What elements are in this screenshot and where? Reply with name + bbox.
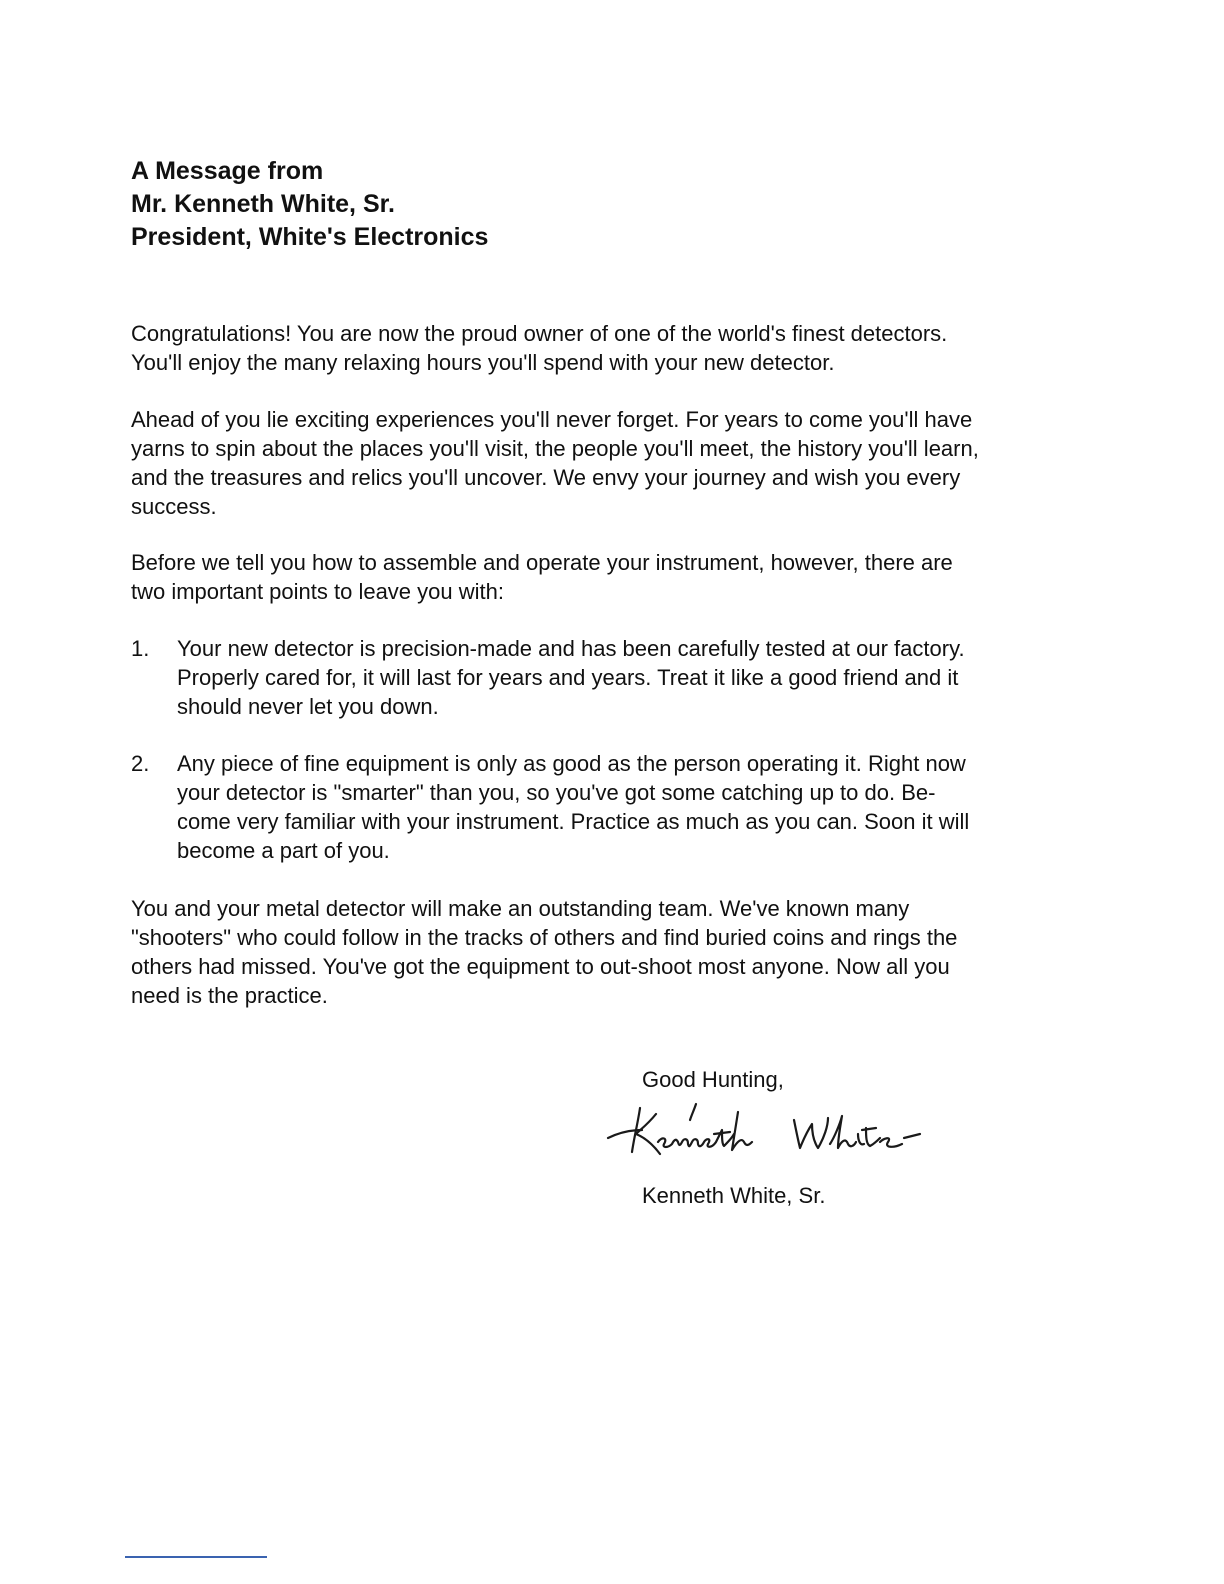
paragraph-line: "shooters" who could follow in the tracks of others and find buried coins and rings the xyxy=(131,925,958,950)
closing-salutation: Good Hunting, xyxy=(642,1067,784,1092)
paragraph-line: and the treasures and relics you'll uncover. We envy your journey and wish you every xyxy=(131,465,961,490)
paragraph-line: You'll enjoy the many relaxing hours you'll spend with your new detector. xyxy=(131,350,835,375)
point-line: your detector is "smarter" than you, so you've got some catching up to do. Be- xyxy=(177,780,936,805)
point-text xyxy=(177,634,965,721)
point-line: Any piece of fine equipment is only as good as the person operating it. Right now xyxy=(177,751,966,776)
heading-line-2: Mr. Kenneth White, Sr. xyxy=(131,190,395,218)
paragraph-congratulations xyxy=(131,319,947,377)
paragraph-line: Ahead of you lie exciting experiences you'll never forget. For years to come you'll have xyxy=(131,407,973,432)
paragraph-line: You and your metal detector will make an outstanding team. We've known many xyxy=(131,896,910,921)
paragraph-line: Congratulations! You are now the proud owner of one of the world's finest detectors. xyxy=(131,321,948,346)
paragraph-experiences xyxy=(131,405,979,521)
point-line: Properly cared for, it will last for years and years. Treat it like a good friend and it xyxy=(177,665,959,690)
paragraph-line: others had missed. You've got the equipment to out-shoot most anyone. Now all you xyxy=(131,954,950,979)
point-number: 1. xyxy=(131,636,150,661)
paragraph-line: Before we tell you how to assemble and operate your instrument, however, there are xyxy=(131,550,953,575)
letter-heading xyxy=(131,155,488,254)
signer-name: Kenneth White, Sr. xyxy=(642,1183,826,1208)
point-line: should never let you down. xyxy=(177,694,439,719)
handwritten-signature xyxy=(604,1094,934,1164)
heading-line-3: President, White's Electronics xyxy=(131,223,489,251)
paragraph-line: two important points to leave you with: xyxy=(131,579,504,604)
footer-divider xyxy=(125,1556,267,1558)
point-line: become a part of you. xyxy=(177,838,390,863)
point-line: Your new detector is precision-made and has been carefully tested at our factory. xyxy=(177,636,965,661)
point-number: 2. xyxy=(131,751,150,776)
point-line: come very familiar with your instrument. Practice as much as you can. Soon it will xyxy=(177,809,970,834)
paragraph-line: need is the practice. xyxy=(131,983,328,1008)
paragraph-line: success. xyxy=(131,494,217,519)
paragraph-line: yarns to spin about the places you'll visit, the people you'll meet, the history you'll learn, xyxy=(131,436,979,461)
paragraph-before-we-tell xyxy=(131,548,953,606)
heading-line-1: A Message from xyxy=(131,157,324,185)
paragraph-outstanding-team xyxy=(131,894,957,1010)
point-text xyxy=(177,749,969,865)
